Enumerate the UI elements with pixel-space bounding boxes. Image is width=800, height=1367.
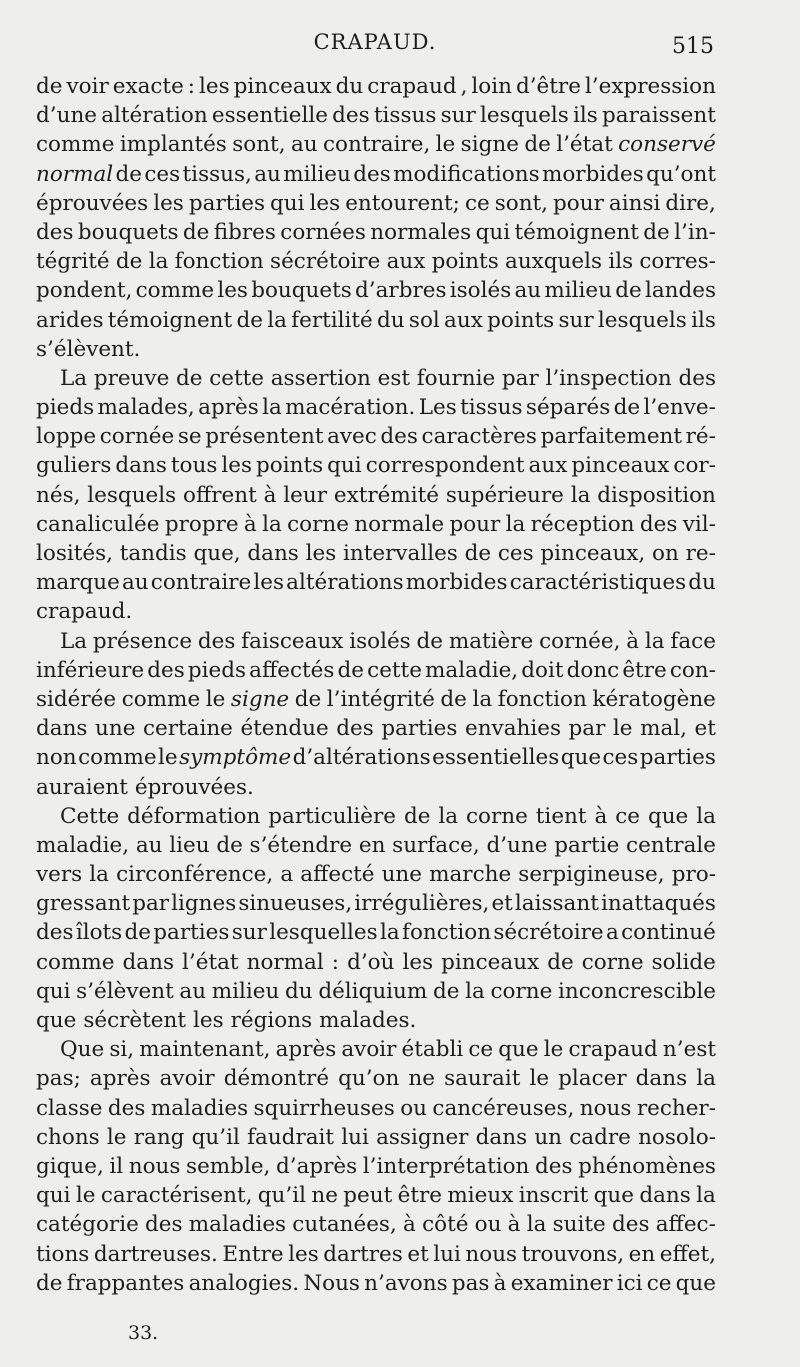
text-line: crapaud. [36,599,133,625]
text-line: auraient éprouvées. [36,774,254,800]
text-line: chons le rang qu’il faudrait lui assigner dans un cadre nosolo- [36,1124,716,1150]
text-line: tégrité de la fonction sécrétoire aux points auxquels ils corres- [36,249,716,275]
text-line: normal de ces tissus, au milieu des modifications morbides qu’ont [36,161,716,187]
text-line: sidérée comme le signe de l’intégrité de la fonction kératogène [36,686,716,712]
body-text [36,72,716,1298]
text-line: gique, il nous semble, d’après l’interprétation des phénomènes [36,1153,716,1179]
text-line: pondent, comme les bouquets d’arbres isolés au milieu de landes [36,278,716,304]
text-line: vers la circonférence, a affecté une marche serpigineuse, pro- [36,862,716,888]
running-head: CRAPAUD. [313,30,437,54]
text-line: de voir exacte : les pinceaux du crapaud , loin d’être l’expression [36,74,716,99]
text-line: catégorie des maladies cutanées, à côté ou à la suite des affec- [36,1212,716,1238]
text-line: de frappantes analogies. Nous n’avons pas à examiner ici ce que [36,1270,716,1296]
text-line: losités, tandis que, dans les intervalles de ces pinceaux, on re- [36,541,716,566]
text-line: pas; après avoir démontré qu’on ne saurait le placer dans la [36,1066,716,1092]
text-line: comme implantés sont, au contraire, le signe de l’état conservé [36,132,716,158]
text-line: qui s’élèvent au milieu du déliquium de la corne inconcrescible [36,978,716,1004]
text-line: éprouvées les parties qui les entourent; ce sont, pour ainsi dire, [36,190,716,216]
text-line: non comme le symptôme d’altérations essentielles que ces parties [36,745,716,771]
text-line: classe des maladies squirrheuses ou cancéreuses, nous recher- [36,1095,716,1121]
text-line: des bouquets de fibres cornées normales qui témoignent de l’in- [36,219,716,245]
page-header [36,30,714,66]
text-line: que sécrètent les régions malades. [36,1008,417,1033]
text-line: pieds malades, après la macération. Les tissus séparés de l’enve- [36,395,716,421]
signature-mark: 33. [128,1322,159,1344]
text-line: maladie, au lieu de s’étendre en surface, d’une partie centrale [36,832,716,858]
text-line: canaliculée propre à la corne normale pour la réception des vil- [36,511,716,537]
text-line: inférieure des pieds affectés de cette maladie, doit donc être con- [36,657,716,683]
text-line: Cette déformation particulière de la corne tient à ce que la [60,803,716,829]
text-line: La preuve de cette assertion est fournie par l’inspection des [60,365,716,391]
text-line: des îlots de parties sur lesquelles la fonction sécrétoire a continué [36,920,716,946]
text-line: Que si, maintenant, après avoir établi ce que le crapaud n’est [60,1037,716,1063]
text-line: arides témoignent de la fertilité du sol aux points sur lesquels ils [36,307,716,333]
text-line: dans une certaine étendue des parties envahies par le mal, et [36,716,716,742]
text-line: comme dans l’état normal : d’où les pinceaux de corne solide [36,949,716,975]
text-line: gressant par lignes sinueuses, irrégulières, et laissant inattaqués [36,891,716,917]
text-line: s’élèvent. [36,336,141,362]
text-line: loppe cornée se présentent avec des caractères parfaitement ré- [36,424,716,450]
text-line: marque au contraire les altérations morbides caractéristiques du [36,570,716,596]
text-line: nés, lesquels offrent à leur extrémité supérieure la disposition [36,482,716,508]
text-line: tions dartreuses. Entre les dartres et lui nous trouvons, en effet, [36,1241,716,1267]
text-line: qui le caractérisent, qu’il ne peut être mieux inscrit que dans la [36,1183,716,1209]
text-line: guliers dans tous les points qui correspondent aux pinceaux cor- [36,453,716,479]
text-line: La présence des faisceaux isolés de matière cornée, à la face [60,628,716,654]
text-line: d’une altération essentielle des tissus sur lesquels ils paraissent [36,103,716,129]
page-number: 515 [672,34,714,59]
